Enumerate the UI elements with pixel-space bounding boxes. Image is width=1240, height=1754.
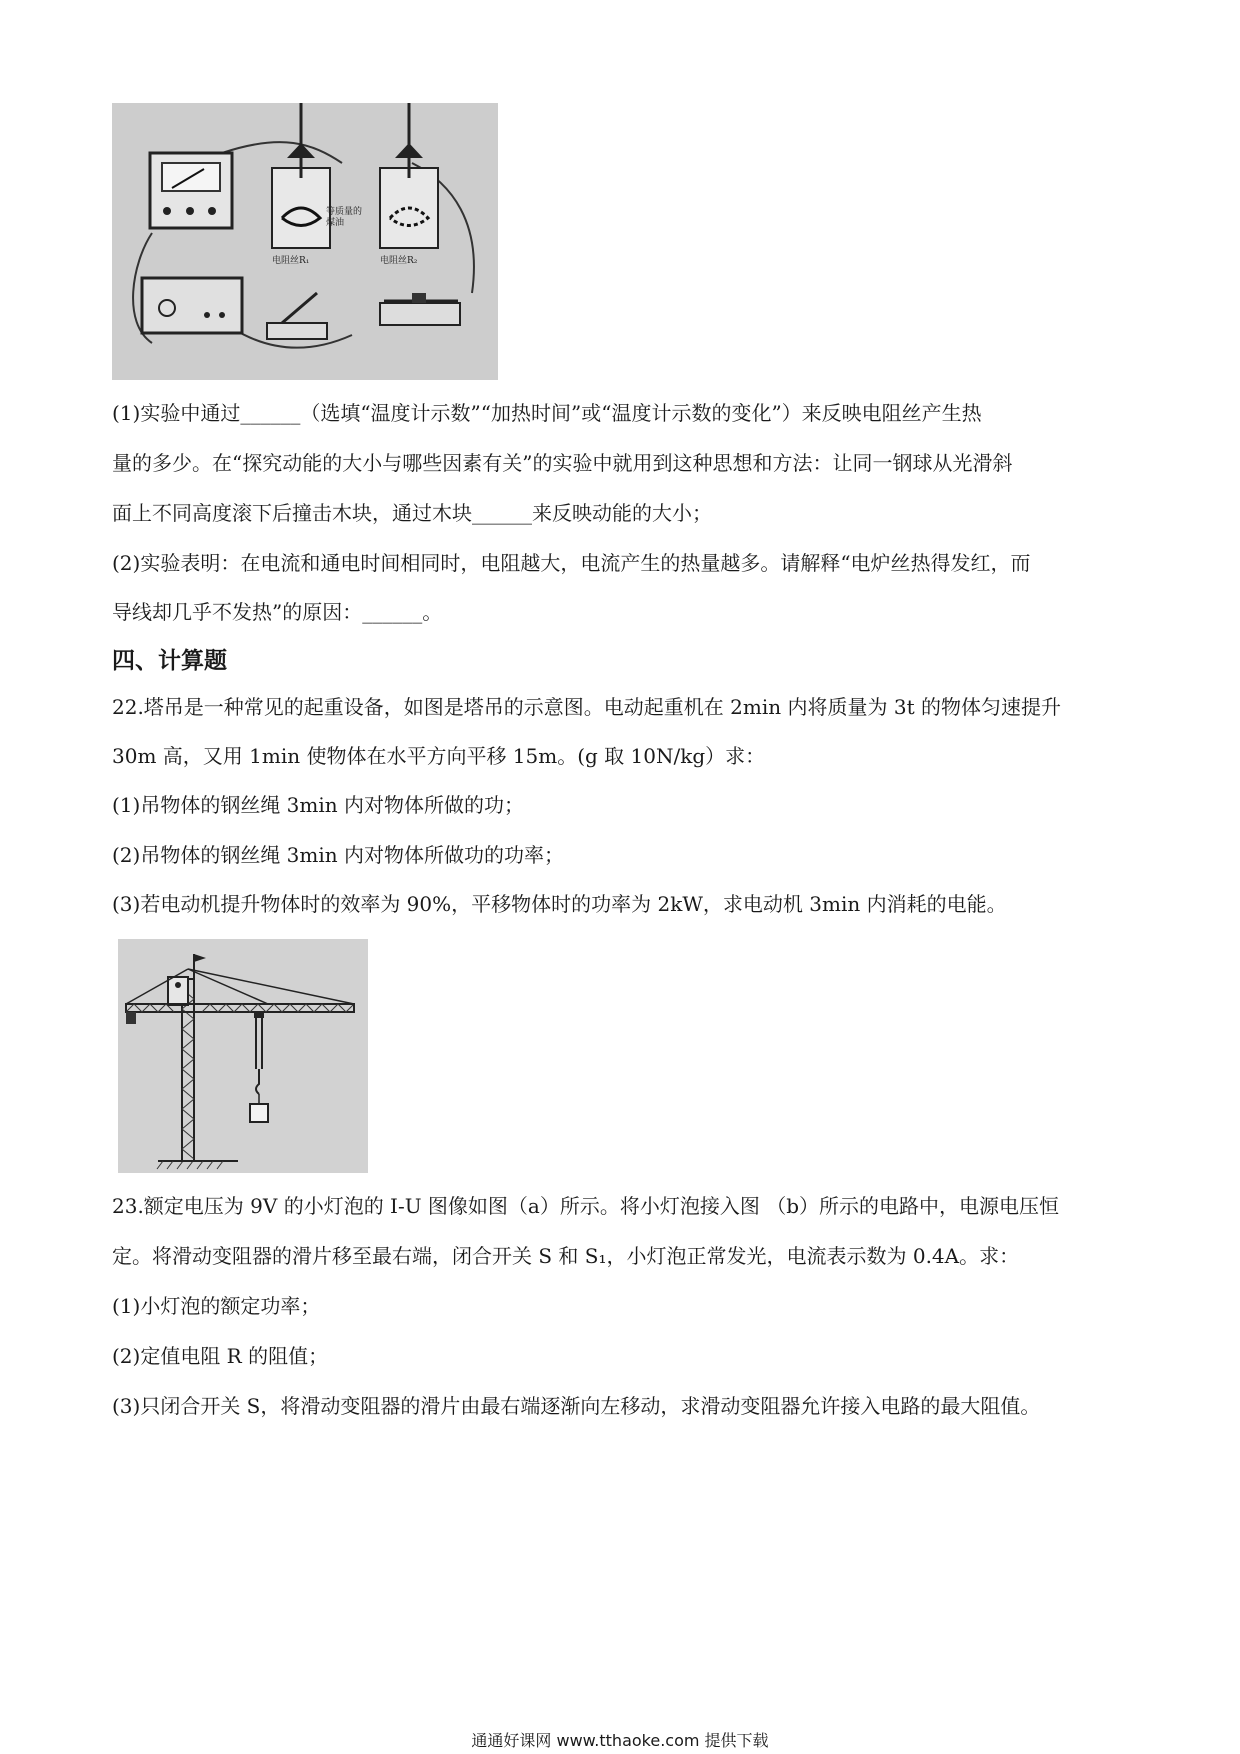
q21-line-2: 量的多少。在“探究动能的大小与哪些因素有关”的实验中就用到这种思想和方法：让同一钢球从光滑斜 [112,451,1013,475]
liquid-label: 等质量的煤油 [326,207,363,228]
q22-line-1: 22.塔吊是一种常见的起重设备，如图是塔吊的示意图。电动起重机在 2min 内将质量为 3t 的物体匀速提升 [112,695,1061,719]
q21-line-5: 导线却几乎不发热”的原因：______。 [112,600,443,624]
q21-line-1: (1)实验中通过______（选填“温度计示数”“加热时间”或“温度计示数的变化”）来反映电阻丝产生热 [112,401,982,425]
heating-experiment-drawing [112,103,498,380]
heating-experiment-figure [112,103,498,380]
section-heading: 四、计算题 [112,648,227,674]
tower-crane-figure [118,939,368,1173]
q23-line-5: (3)只闭合开关 S，将滑动变阻器的滑片由最右端逐渐向左移动，求滑动变阻器允许接入电路的最大阻值。 [112,1394,1041,1418]
q23-line-4: (2)定值电阻 R 的阻值； [112,1344,329,1368]
q22-line-2: 30m 高，又用 1min 使物体在水平方向平移 15m。(g 取 10N/kg）求： [112,744,766,768]
resistor-r1-label: 电阻丝R₁ [272,256,310,266]
q21-line-3: 面上不同高度滚下后撞击木块，通过木块______来反映动能的大小； [112,501,712,525]
q22-line-5: (3)若电动机提升物体时的效率为 90%，平移物体时的功率为 2kW，求电动机 3min 内消耗的电能。 [112,892,1007,916]
q23-line-2: 定。将滑动变阻器的滑片移至最右端，闭合开关 S 和 S₁，小灯泡正常发光，电流表示数为 0.4A。求： [112,1244,1020,1268]
q22-line-3: (1)吊物体的钢丝绳 3min 内对物体所做的功； [112,793,525,817]
q23-line-1: 23.额定电压为 9V 的小灯泡的 I-U 图像如图（a）所示。将小灯泡接入图 （b）所示的电路中，电源电压恒 [112,1194,1060,1218]
page-footer: 通通好课网 www.tthaoke.com 提供下载 [471,1731,769,1750]
q21-line-4: (2)实验表明：在电流和通电时间相同时，电阻越大，电流产生的热量越多。请解释“电炉丝热得发红，而 [112,551,1031,575]
q23-line-3: (1)小灯泡的额定功率； [112,1294,321,1318]
resistor-r2-label: 电阻丝R₂ [380,256,418,266]
q22-line-4: (2)吊物体的钢丝绳 3min 内对物体所做功的功率； [112,843,565,867]
tower-crane-drawing [118,939,368,1173]
